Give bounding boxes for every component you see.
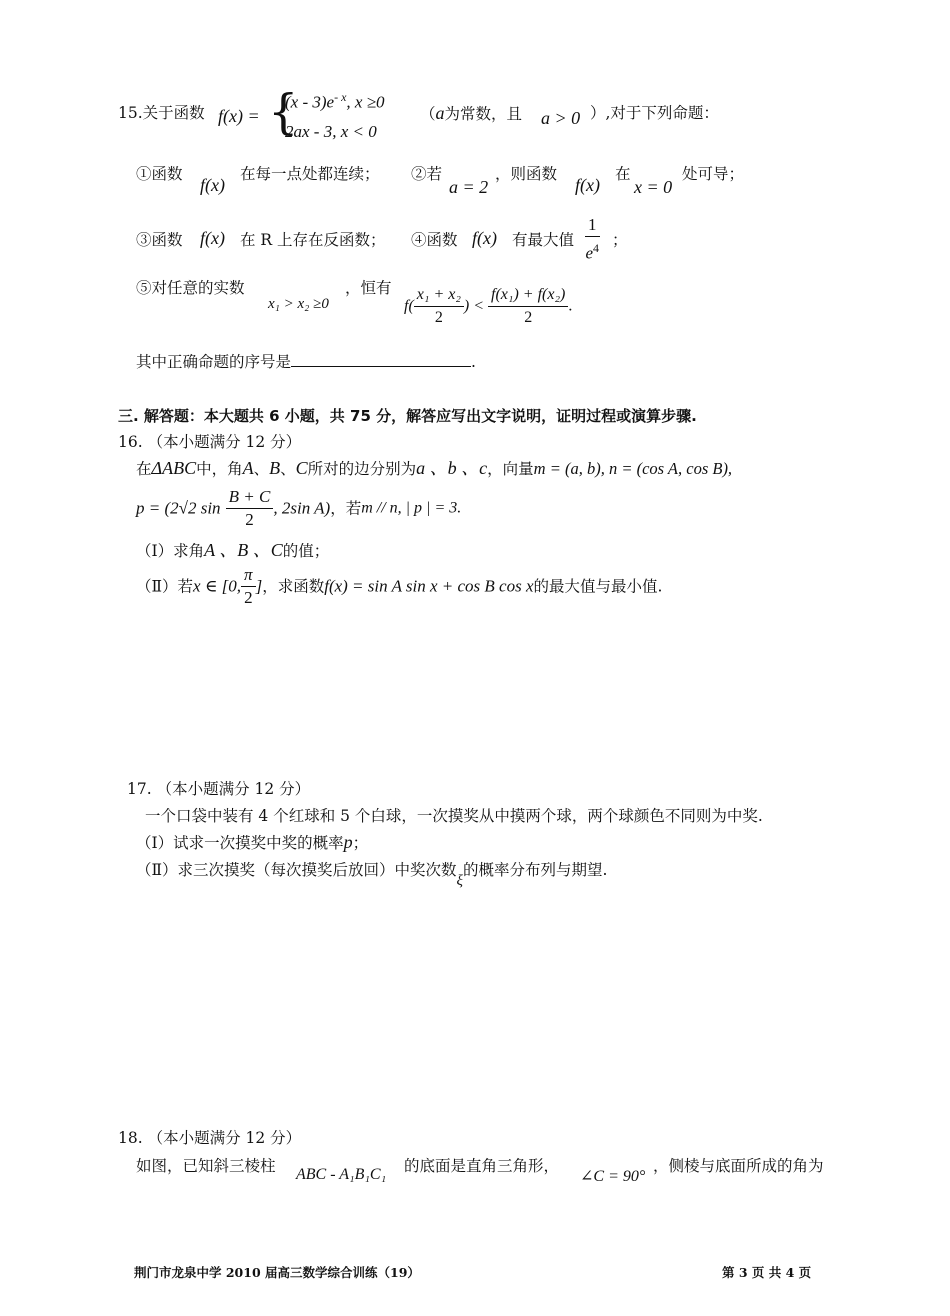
q15-mid-text: 为常数，且 [444, 105, 523, 123]
q16-vector-p: p = (2√2 sin [136, 498, 221, 518]
q16-part-1 [136, 540, 329, 561]
q15-prop-5-left-den: 2 [434, 309, 443, 326]
q16-frac-bc [226, 486, 274, 531]
q15-intro-text: 关于函数 [142, 104, 205, 122]
q18-line-1b: 的底面是直角三角形， [404, 1157, 560, 1175]
q16-l1-b: 中，角 [196, 460, 243, 478]
q15-prop-5-left-frac [414, 284, 464, 329]
q15-prop-5-left-num: x₁ + x₂ [414, 284, 464, 307]
q15-prop-4-marker: ④函数 [411, 231, 458, 249]
q15-prop-4-frac [585, 214, 600, 265]
q15-case-1-condition: , x ≥0 [346, 92, 385, 112]
q16-l1-sep2: 、 [280, 460, 296, 478]
q16-l1-a: 在 [136, 460, 152, 478]
q16-angle-a: A [242, 458, 254, 478]
q15-prop-2-text-d: 处可导； [682, 165, 745, 183]
q18-line-1a: 如图，已知斜三棱柱 [136, 1157, 276, 1175]
q15-prop-5-inequality [404, 284, 572, 329]
q16-vectors-mn: m = (a, b), n = (cos A, cos B), [533, 459, 733, 478]
q16-line-2 [136, 486, 461, 531]
q16-sides: a 、b 、c [416, 458, 488, 478]
q17-part-2-label: （Ⅱ）求三次摸奖（每次摸奖后放回）中奖次数 [136, 861, 457, 879]
q15-prop-5-marker: ⑤ [136, 279, 152, 297]
q17-part-2 [136, 860, 608, 889]
q16-l1-f: ，向量 [487, 460, 534, 478]
q15-prop-4-text-b: 有最大值 [512, 231, 575, 249]
footer-page-number: 第 3 页 共 4 页 [722, 1265, 812, 1280]
q15-a-var: a [435, 103, 445, 123]
q15-prop-4-denominator [585, 237, 600, 265]
q15-answer-end: . [471, 353, 476, 371]
q16-function: f(x) = sin A sin x + cos B cos x [324, 576, 534, 596]
q15-prop-4-end: ； [612, 231, 628, 249]
q17-line-1: 一个口袋中装有 4 个红球和 5 个白球，一次摸奖从中摸两个球，两个球颜色不同则为中奖. [145, 807, 763, 825]
q16-angle-c: C [295, 458, 308, 478]
q15-answer-blank[interactable] [291, 352, 471, 367]
q16-l2-if: ，若 [330, 499, 362, 518]
q15-paren: （ [420, 105, 436, 123]
q18-line-1c: ，侧棱与底面所成的角为 [653, 1157, 824, 1175]
q15-prop-5-right-den: 2 [524, 309, 533, 326]
q15-prop-2-text-c: 在 [615, 165, 631, 183]
q15-prop-5-end: . [568, 297, 573, 315]
q15-case-2: 2ax - 3, x < 0 [285, 122, 377, 141]
q16-part-2-interval: x ∈ [0, [193, 576, 242, 596]
q15-answer-label: 其中正确命题的序号是 [136, 353, 292, 371]
q16-part-2 [136, 564, 662, 609]
q16-frac-num: B + C [226, 486, 274, 509]
q15-case-1 [285, 90, 385, 113]
q15-prop-3-text-b: 在 R 上存在反函数； [240, 231, 386, 249]
q15-tail: ）,对于下列命题： [590, 104, 719, 122]
q18-angle: ∠C = 90° [580, 1168, 646, 1185]
q18-header: 18. （本小题满分 12 分） [118, 1129, 302, 1147]
q15-prop-1 [136, 164, 183, 184]
q15-prop-5-f: f( [404, 297, 414, 315]
q16-line-1 [136, 458, 732, 479]
q16-triangle: ΔABC [151, 458, 197, 478]
q17-part-1 [136, 832, 368, 853]
q17-p: p [343, 832, 353, 852]
q16-part-1-end: 的值； [282, 542, 330, 560]
q16-interval-close: ] [255, 576, 263, 596]
q17-part-1-label: （Ⅰ）试求一次摸奖中奖的概率 [136, 834, 344, 852]
q16-condition: m // n, | p | = 3. [361, 499, 462, 517]
q15-prop-2-eq: a = 2 [449, 177, 489, 197]
q15-prop-1-marker: ① [136, 165, 152, 183]
q15-prop-4-fraction [585, 214, 600, 265]
q15-prop-5-right-frac [488, 284, 568, 329]
q15-prop-2-text-b: ，则函数 [495, 165, 558, 183]
q17-header: 17. （本小题满分 12 分） [127, 780, 311, 798]
q15-case-1-expr: (x - 3)e [285, 92, 335, 112]
q15-prop-3 [136, 230, 183, 250]
q15-prop-3-fx: f(x) [200, 228, 225, 248]
q15-prop-1-text-a: 函数 [151, 165, 183, 183]
q15-piecewise-brace: { [268, 84, 299, 140]
q15-prop-5-text-b: ，恒有 [345, 279, 392, 297]
q15-a-condition: a > 0 [541, 108, 581, 128]
q16-part-1-angles: A 、B 、C [204, 540, 283, 560]
q15-prop-2-marker: ②若 [411, 165, 443, 183]
section-3-heading: 三. 解答题：本大题共 6 小题，共 75 分，解答应写出文字说明，证明过程或演算步骤. [118, 407, 697, 425]
q18-prism: ABC - A₁B₁C₁ [296, 1166, 387, 1183]
q17-xi: ξ [456, 873, 463, 889]
q16-part-2-pi-frac [241, 564, 256, 609]
q16-pi: π [241, 564, 256, 587]
q15-prop-1-fx: f(x) [200, 175, 225, 195]
q15-prop-5 [136, 278, 245, 298]
q15-prop-3-text-a: 函数 [151, 231, 183, 249]
q16-part-2-label: （Ⅱ）若 [136, 577, 194, 596]
q15-function-name: f(x) = [218, 106, 260, 126]
q15-prop-2-x: x = 0 [634, 177, 673, 197]
q17-part-2-end: 的概率分布列与期望. [462, 861, 608, 879]
q15-prop-5-lt: ) < [463, 297, 485, 315]
q15-prop-5-condition: x₁ > x₂ ≥0 [268, 296, 329, 312]
q15-answer-line [136, 352, 476, 372]
q16-l1-e: 所对的边分别为 [307, 460, 417, 478]
q15-prop-5-right-num: f(x₁) + f(x₂) [488, 284, 568, 307]
q16-l1-sep1: 、 [253, 460, 270, 478]
q17-part-1-end: ； [352, 834, 369, 852]
footer-left: 荆门市龙泉中学 2010 届高三数学综合训练（19） [134, 1265, 420, 1280]
q15-prop-2-fx: f(x) [575, 175, 600, 195]
q15-constant-note [420, 103, 522, 124]
q15-number: 15. [118, 104, 143, 122]
q15-intro [118, 103, 205, 123]
q16-part-2-text: ，求函数 [262, 577, 325, 596]
q15-prop-4-fx: f(x) [472, 228, 497, 248]
q15-case-1-exponent: - x [334, 90, 347, 104]
q16-pi-den: 2 [244, 588, 253, 607]
q15-prop-4-numerator: 1 [585, 214, 600, 237]
q15-prop-3-marker: ③ [136, 231, 152, 249]
q15-prop-4-den-base: e [585, 243, 594, 263]
q15-prop-4-den-exp: 4 [593, 241, 600, 255]
q16-vector-p-rest: , 2sin A) [273, 498, 331, 518]
q16-frac-den: 2 [245, 510, 254, 529]
q16-part-2-end: 的最大值与最小值. [533, 577, 663, 596]
q15-prop-5-text-a: 对任意的实数 [151, 279, 245, 297]
q15-prop-1-text-b: 在每一点处都连续； [240, 165, 380, 183]
q16-angle-b: B [269, 458, 281, 478]
q16-part-1-label: （Ⅰ）求角 [136, 542, 205, 560]
q16-header: 16. （本小题满分 12 分） [118, 433, 302, 451]
